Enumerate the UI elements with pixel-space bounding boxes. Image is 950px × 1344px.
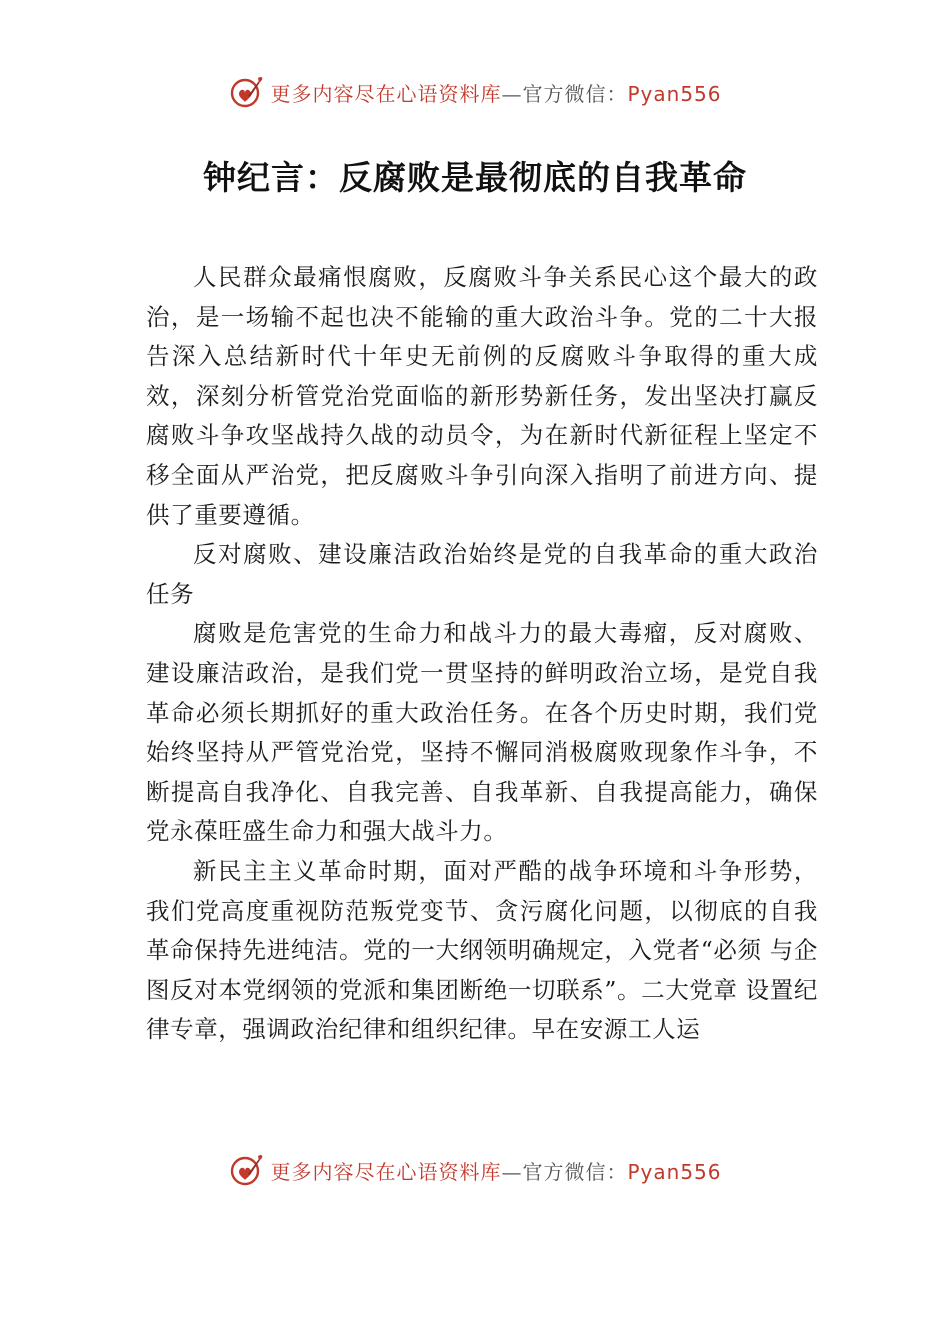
banner-text (270, 1156, 721, 1185)
paragraph: 腐败是危害党的生命力和战斗力的最大毒瘤，反对腐败、建设廉洁政治，是我们党一贯坚持的鲜明政治立场，是党自我革命必须长期抓好的重大政治任务。在各个历史时期，我们党始终坚持从严管党治党，坚持不懈同消极腐败现象作斗争，不断提高自我净化、自我完善、自我革新、自我提高能力，确保党永葆旺盛生命力和强大战斗力。 (146, 619, 818, 846)
section-heading: 反对腐败、建设廉洁政治始终是党的自我革命的重大政治任务 (146, 540, 818, 608)
document-body (146, 258, 818, 1050)
header-banner (0, 72, 950, 112)
banner-wechat-id: Pyan556 (627, 1159, 722, 1184)
paragraph: 人民群众最痛恨腐败，反腐败斗争关系民心这个最大的政治，是一场输不起也决不能输的重大政治斗争。党的二十大报告深入总结新时代十年史无前例的反腐败斗争取得的重大成效，深刻分析管党治党面临的新形势新任务，发出坚决打赢反腐败斗争攻坚战持久战的动员令，为在新时代新征程上坚定不移全面从严治党，把反腐败斗争引向深入指明了前进方向、提供了重要遵循。 (146, 263, 818, 529)
paragraph: 新民主主义革命时期，面对严酷的战争环境和斗争形势，我们党高度重视防范叛党变节、贪污腐化问题，以彻底的自我革命保持先进纯洁。党的一大纲领明确规定，入党者“必须 与企图反对本党纲领的党派和集团断绝一切联系”。二大党章 设置纪律专章，强调政治纪律和组织纪律。早在安源工人运 (146, 856, 818, 1044)
banner-text (270, 78, 721, 107)
quill-heart-logo-icon (228, 74, 264, 110)
banner-wechat-label: —官方微信： (501, 81, 628, 106)
footer-banner (0, 1150, 950, 1190)
banner-wechat-id: Pyan556 (627, 81, 722, 106)
banner-brand: 更多内容尽在心语资料库 (270, 81, 502, 106)
document-title: 钟纪言：反腐败是最彻底的自我革命 (203, 158, 747, 197)
banner-wechat-label: —官方微信： (501, 1159, 628, 1184)
banner-brand: 更多内容尽在心语资料库 (270, 1159, 502, 1184)
quill-heart-logo-icon (228, 1152, 264, 1188)
